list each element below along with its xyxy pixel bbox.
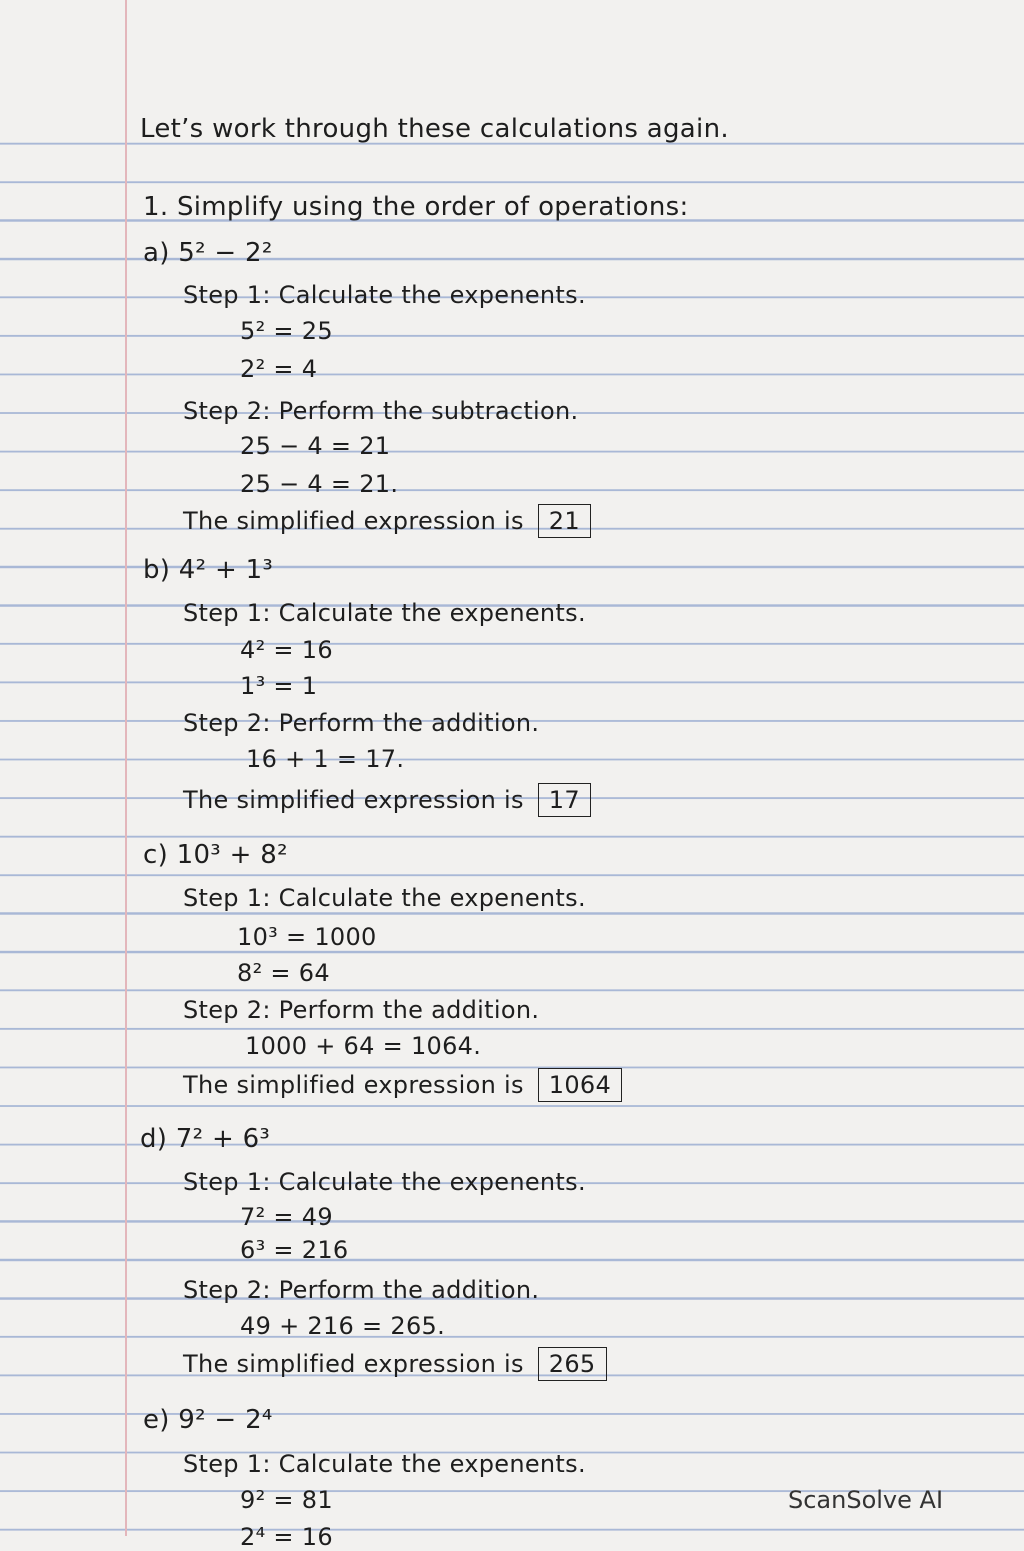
calc-line <box>237 923 377 951</box>
calc-line <box>240 470 398 498</box>
line-text: 16 + 1 = 17. <box>246 745 405 773</box>
step-line <box>183 1276 539 1304</box>
result-line <box>183 1347 607 1381</box>
watermark: ScanSolve AI <box>788 1486 944 1514</box>
result-line <box>183 783 591 817</box>
intro-text: Let’s work through these calculations again. <box>140 114 729 144</box>
calc-line <box>246 745 404 773</box>
boxed-answer: 265 <box>538 1347 607 1381</box>
boxed-answer: 21 <box>538 504 591 538</box>
problem-line <box>143 555 273 585</box>
problem-line <box>143 238 273 268</box>
line-text: The simplified expression is <box>183 1350 524 1378</box>
line-text: 10³ = 1000 <box>237 923 377 951</box>
calc-line <box>240 432 390 460</box>
line-text: 4² = 16 <box>240 636 333 664</box>
calc-line <box>240 1203 333 1231</box>
line-text: Step 1: Calculate the expenents. <box>183 1168 586 1196</box>
problem-line <box>143 1405 273 1435</box>
line-text: Step 2: Perform the addition. <box>183 996 540 1024</box>
problem-line <box>143 840 288 870</box>
result-line <box>183 1068 622 1102</box>
line-text: b) 4² + 1³ <box>143 555 274 585</box>
step-line <box>183 397 578 425</box>
line-text: 5² = 25 <box>240 317 333 345</box>
line-text: 1³ = 1 <box>240 672 318 700</box>
calc-line <box>245 1032 481 1060</box>
calc-line <box>240 1236 348 1264</box>
line-text: d) 7² + 6³ <box>140 1124 271 1154</box>
calc-line <box>240 1523 333 1551</box>
line-text: a) 5² − 2² <box>143 238 273 268</box>
line-text: 25 − 4 = 21 <box>240 432 391 460</box>
line-text: 6³ = 216 <box>240 1236 349 1264</box>
step-line <box>183 709 539 737</box>
line-text: 9² = 81 <box>240 1486 333 1514</box>
step-line <box>183 1168 586 1196</box>
boxed-answer: 17 <box>538 783 591 817</box>
calc-line <box>240 1486 333 1514</box>
line-text: 8² = 64 <box>237 959 330 987</box>
margin-line <box>125 0 127 1536</box>
step-line <box>183 599 586 627</box>
calc-line <box>237 959 330 987</box>
line-text: 2² = 4 <box>240 355 318 383</box>
line-text: c) 10³ + 8² <box>143 840 288 870</box>
calc-line <box>240 636 333 664</box>
calc-line <box>240 317 333 345</box>
line-text: Step 2: Perform the subtraction. <box>183 397 579 425</box>
calc-line <box>240 1312 445 1340</box>
result-line <box>183 504 591 538</box>
line-text: Step 1: Calculate the expenents. <box>183 281 586 309</box>
line-text: The simplified expression is <box>183 507 524 535</box>
line-text: 2⁴ = 16 <box>240 1523 333 1551</box>
line-text: Step 1: Calculate the expenents. <box>183 1450 586 1478</box>
line-text: Step 1: Calculate the expenents. <box>183 599 586 627</box>
line-text: Step 2: Perform the addition. <box>183 1276 540 1304</box>
calc-line <box>240 355 317 383</box>
line-text: Step 1: Calculate the expenents. <box>183 884 586 912</box>
boxed-answer: 1064 <box>538 1068 622 1102</box>
step-line <box>183 1450 586 1478</box>
line-text: The simplified expression is <box>183 1071 524 1099</box>
line-text: The simplified expression is <box>183 786 524 814</box>
page-top <box>0 0 1024 106</box>
line-text: 49 + 216 = 265. <box>240 1312 446 1340</box>
step-line <box>183 281 586 309</box>
line-text: 25 − 4 = 21. <box>240 470 399 498</box>
line-text: e) 9² − 2⁴ <box>143 1405 273 1435</box>
line-text: 7² = 49 <box>240 1203 333 1231</box>
problem-line <box>140 1124 270 1154</box>
problem-title: 1. Simplify using the order of operations: <box>143 192 689 222</box>
calc-line <box>240 672 317 700</box>
line-text: Step 2: Perform the addition. <box>183 709 540 737</box>
step-line <box>183 996 539 1024</box>
line-text: 1000 + 64 = 1064. <box>245 1032 482 1060</box>
step-line <box>183 884 586 912</box>
